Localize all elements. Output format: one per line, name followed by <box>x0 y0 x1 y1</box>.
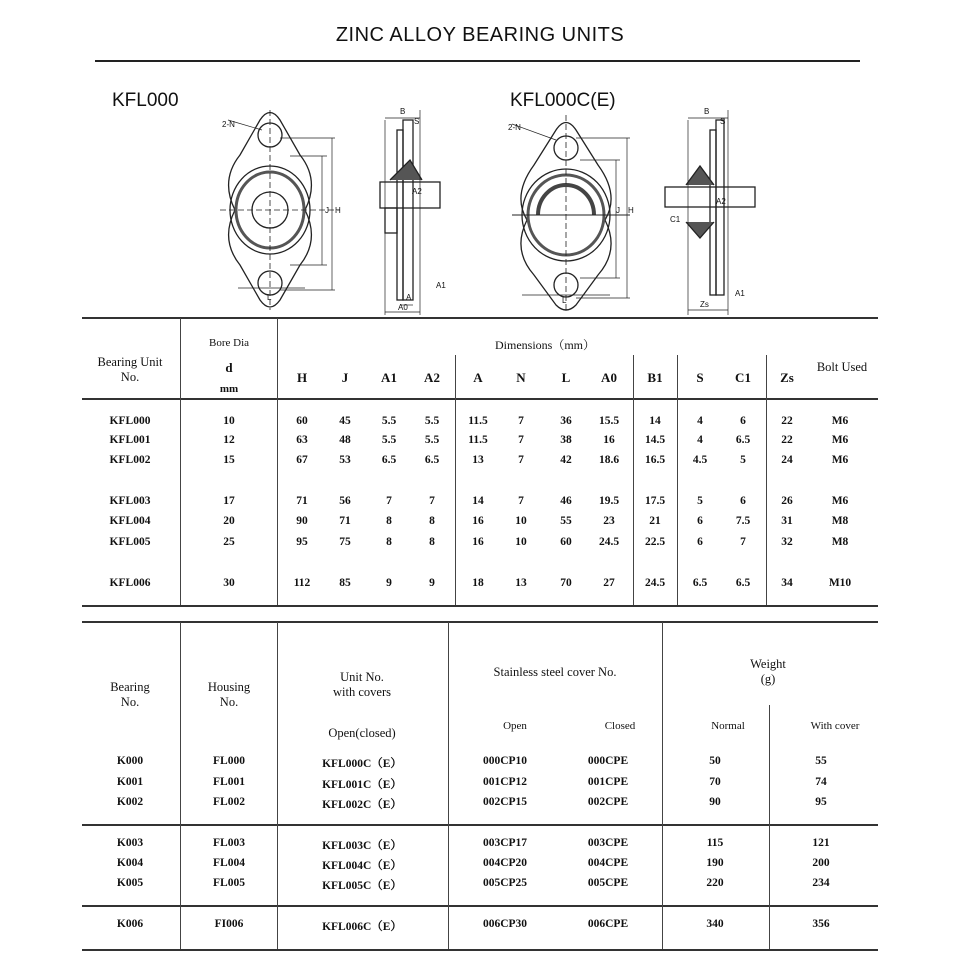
table-cell: KFL006 <box>109 577 151 589</box>
table-cell: M8 <box>831 515 849 527</box>
column-header-h: H <box>296 370 308 385</box>
table-cell: 18 <box>472 577 484 589</box>
table-cell: M6 <box>831 415 849 427</box>
table-border <box>82 605 878 607</box>
table-cell: 75 <box>339 536 351 548</box>
header-bore-mm: mm <box>219 383 239 395</box>
table-cell: 10 <box>515 515 527 527</box>
table-cell: 200 <box>812 857 830 869</box>
table-cell: 13 <box>515 577 527 589</box>
column-header-a2: A2 <box>424 370 440 385</box>
label-c1: C1 <box>670 215 681 224</box>
table-border <box>82 317 878 319</box>
label-l-ce: L <box>562 296 567 305</box>
table-cell: 55 <box>560 515 572 527</box>
table-cell: 13 <box>472 454 484 466</box>
table-cell: 38 <box>560 434 572 446</box>
table-cell: 50 <box>709 755 721 767</box>
table-cell: 16 <box>472 515 484 527</box>
header-divider <box>82 398 878 400</box>
page-title: ZINC ALLOY BEARING UNITS <box>335 24 625 46</box>
table-cell: 71 <box>339 515 351 527</box>
table-cell: KFL005 <box>109 536 151 548</box>
column-header-j: J <box>341 370 349 385</box>
column-header-zs: Zs <box>780 370 794 385</box>
table-cell: 53 <box>339 454 351 466</box>
table-cell: 7 <box>386 495 392 507</box>
table-cell: 8 <box>386 536 392 548</box>
header-bearing-no: Bearing No. <box>110 680 150 709</box>
model-label-kfl000: KFL000 <box>112 90 179 111</box>
table-cell: KFL005C（E） <box>322 880 402 892</box>
table-cell: 24 <box>781 454 793 466</box>
table-cell: 001CPE <box>587 776 629 788</box>
table-cell: KFL004C（E） <box>322 860 402 872</box>
label-a1: A1 <box>436 281 446 290</box>
table-cell: 002CP15 <box>482 796 528 808</box>
table-cell: 17 <box>223 495 235 507</box>
column-divider <box>455 355 456 605</box>
table-cell: M6 <box>831 495 849 507</box>
table-cell: 15.5 <box>598 415 620 427</box>
label-b: B <box>400 107 406 116</box>
table-cell: M6 <box>831 434 849 446</box>
table-cell: 6 <box>697 515 703 527</box>
column-divider <box>633 355 634 605</box>
table-cell: 5.5 <box>424 434 440 446</box>
kfl000-front-view <box>220 110 340 310</box>
label-b-ce: B <box>704 107 710 116</box>
column-header-l: L <box>561 370 571 385</box>
table-cell: 22.5 <box>644 536 666 548</box>
table-cell: 85 <box>339 577 351 589</box>
table-cell: 6.5 <box>735 434 751 446</box>
table-cell: 70 <box>560 577 572 589</box>
table-cell: 95 <box>815 796 827 808</box>
model-label-kfl000ce: KFL000C(E) <box>510 90 616 111</box>
kfl000ce-side-view <box>665 110 755 315</box>
table-cell: 003CPE <box>587 837 629 849</box>
table-cell: 6 <box>740 495 746 507</box>
table-cell: 36 <box>560 415 572 427</box>
label-j-ce: J <box>616 206 620 215</box>
table-cell: 340 <box>706 918 724 930</box>
table-cell: 7 <box>518 495 524 507</box>
table-border <box>82 621 878 623</box>
table-cell: 25 <box>223 536 235 548</box>
table-cell: 7 <box>518 434 524 446</box>
table-cell: 31 <box>781 515 793 527</box>
table-cell: 006CPE <box>587 918 629 930</box>
table-cell: 14.5 <box>644 434 666 446</box>
column-header-n: N <box>516 370 526 385</box>
table-cell: KFL000 <box>109 415 151 427</box>
table-cell: 16.5 <box>644 454 666 466</box>
table-cell: 63 <box>296 434 308 446</box>
header-bearing-unit: Bearing Unit No. <box>97 355 163 384</box>
table-cell: 95 <box>296 536 308 548</box>
table-cell: 22 <box>781 434 793 446</box>
table-cell: 16 <box>603 434 615 446</box>
header-closed: Closed <box>604 720 636 732</box>
table-cell: 8 <box>429 536 435 548</box>
label-2n: 2-N <box>222 120 235 129</box>
header-unit-no: Unit No. with covers <box>333 670 391 699</box>
column-header-b1: B1 <box>647 370 663 385</box>
table-cell: 7 <box>740 536 746 548</box>
table-cell: FL005 <box>213 877 245 889</box>
table-cell: 4.5 <box>692 454 708 466</box>
table-cell: 4 <box>697 415 703 427</box>
table-cell: 220 <box>706 877 724 889</box>
table-cell: 55 <box>815 755 827 767</box>
table-cell: 115 <box>706 837 724 849</box>
table-cell: 9 <box>429 577 435 589</box>
table-cell: 45 <box>339 415 351 427</box>
table-cell: KFL003C（E） <box>322 840 402 852</box>
table-cell: 002CPE <box>587 796 629 808</box>
table-cell: 8 <box>429 515 435 527</box>
header-open: Open <box>503 720 527 732</box>
label-a2-ce: A2 <box>716 197 726 206</box>
label-s-ce: S <box>720 117 726 126</box>
table-cell: 14 <box>472 495 484 507</box>
table-cell: 5 <box>740 454 746 466</box>
table-cell: 11.5 <box>468 415 488 427</box>
table-cell: 27 <box>603 577 615 589</box>
group-divider <box>82 905 878 907</box>
table-cell: 10 <box>515 536 527 548</box>
label-zs: Zs <box>700 300 709 309</box>
kfl000ce-front-view <box>512 115 630 312</box>
header-open-closed: Open(closed) <box>328 726 396 740</box>
column-header-a: A <box>473 370 483 385</box>
table-cell: 48 <box>339 434 351 446</box>
label-l: L <box>267 293 272 302</box>
table-cell: 34 <box>781 577 793 589</box>
kfl000-side-view <box>380 110 440 315</box>
table-cell: 11.5 <box>468 434 488 446</box>
table-cell: 67 <box>296 454 308 466</box>
header-stainless-cover: Stainless steel cover No. <box>493 665 617 679</box>
table-cell: 6 <box>740 415 746 427</box>
table-cell: 26 <box>781 495 793 507</box>
header-normal: Normal <box>711 720 745 732</box>
table-cell: 7 <box>518 415 524 427</box>
table-cell: K003 <box>116 837 144 849</box>
column-divider <box>662 622 663 949</box>
table-cell: 70 <box>709 776 721 788</box>
table-cell: 9 <box>386 577 392 589</box>
column-divider <box>180 622 181 949</box>
table-cell: 19.5 <box>598 495 620 507</box>
table-cell: 8 <box>386 515 392 527</box>
table-cell: M10 <box>828 577 852 589</box>
column-header-a1: A1 <box>381 370 397 385</box>
table-cell: KFL001 <box>109 434 151 446</box>
table-cell: 23 <box>603 515 615 527</box>
table-cell: 4 <box>697 434 703 446</box>
table-cell: KFL006C（E） <box>322 921 402 933</box>
header-with-cover: With cover <box>810 720 860 732</box>
header-bore-d: d <box>225 360 233 375</box>
column-divider <box>766 355 767 605</box>
table-cell: 004CP20 <box>482 857 528 869</box>
table-cell: 006CP30 <box>482 918 528 930</box>
table-cell: K001 <box>116 776 144 788</box>
column-divider <box>448 622 449 949</box>
table-cell: K005 <box>116 877 144 889</box>
table-cell: 21 <box>649 515 661 527</box>
table-cell: 004CPE <box>587 857 629 869</box>
header-bolt-used: Bolt Used <box>816 360 868 374</box>
label-h-ce: H <box>628 206 634 215</box>
table-cell: 14 <box>649 415 661 427</box>
table-cell: FL004 <box>213 857 245 869</box>
table-cell: FI006 <box>214 918 244 930</box>
column-divider <box>769 705 770 949</box>
table-cell: 003CP17 <box>482 837 528 849</box>
label-a1-ce: A1 <box>735 289 745 298</box>
table-cell: 005CP25 <box>482 877 528 889</box>
title-rule <box>95 60 860 62</box>
label-j: J <box>325 206 329 215</box>
table-cell: 5.5 <box>381 415 397 427</box>
table-cell: 000CP10 <box>482 755 528 767</box>
table-cell: 000CPE <box>587 755 629 767</box>
table-cell: 15 <box>223 454 235 466</box>
header-weight: Weight (g) <box>750 657 786 686</box>
table-cell: 6.5 <box>692 577 708 589</box>
table-cell: 74 <box>815 776 827 788</box>
table-cell: 12 <box>223 434 235 446</box>
header-bore-dia: Bore Dia <box>208 337 250 349</box>
label-a: A <box>406 293 412 302</box>
column-header-c1: C1 <box>735 370 751 385</box>
table-cell: 90 <box>296 515 308 527</box>
label-a2: A2 <box>412 187 422 196</box>
table-cell: 60 <box>296 415 308 427</box>
column-header-a0: A0 <box>601 370 617 385</box>
column-divider <box>677 355 678 605</box>
table-cell: KFL001C（E） <box>322 779 402 791</box>
table-cell: KFL002C（E） <box>322 799 402 811</box>
header-housing-no: Housing No. <box>207 680 251 709</box>
table-cell: 18.6 <box>598 454 620 466</box>
table-cell: 6.5 <box>424 454 440 466</box>
table-cell: 6.5 <box>381 454 397 466</box>
table-border <box>82 949 878 951</box>
table-cell: M6 <box>831 454 849 466</box>
table-cell: 5 <box>697 495 703 507</box>
table-cell: 7.5 <box>735 515 751 527</box>
column-divider <box>277 622 278 949</box>
table-cell: KFL003 <box>109 495 151 507</box>
table-cell: 5.5 <box>381 434 397 446</box>
table-cell: 24.5 <box>598 536 620 548</box>
technical-drawings <box>0 100 960 315</box>
column-divider <box>180 318 181 605</box>
table-cell: KFL000C（E） <box>322 758 402 770</box>
label-s: S <box>414 117 420 126</box>
table-cell: 60 <box>560 536 572 548</box>
table-cell: 16 <box>472 536 484 548</box>
table-cell: K000 <box>116 755 144 767</box>
column-header-s: S <box>696 370 704 385</box>
table-cell: 17.5 <box>644 495 666 507</box>
table-cell: 6.5 <box>735 577 751 589</box>
table-cell: 005CPE <box>587 877 629 889</box>
table-cell: FL001 <box>213 776 245 788</box>
table-cell: K004 <box>116 857 144 869</box>
label-a0: A0 <box>398 303 408 312</box>
table-cell: FL003 <box>213 837 245 849</box>
table-cell: 112 <box>293 577 311 589</box>
table-cell: 32 <box>781 536 793 548</box>
table-cell: 46 <box>560 495 572 507</box>
table-cell: KFL004 <box>109 515 151 527</box>
table-cell: 6 <box>697 536 703 548</box>
table-cell: FL000 <box>213 755 245 767</box>
table-cell: 56 <box>339 495 351 507</box>
table-cell: K002 <box>116 796 144 808</box>
table-cell: FL002 <box>213 796 245 808</box>
label-h: H <box>335 206 341 215</box>
table-cell: 356 <box>812 918 830 930</box>
table-cell: 001CP12 <box>482 776 528 788</box>
column-divider <box>277 318 278 605</box>
table-cell: 190 <box>706 857 724 869</box>
group-divider <box>82 824 878 826</box>
table-cell: 30 <box>223 577 235 589</box>
table-cell: 7 <box>518 454 524 466</box>
table-cell: 10 <box>223 415 235 427</box>
table-cell: 24.5 <box>644 577 666 589</box>
label-2n-ce: 2-N <box>508 123 521 132</box>
table-cell: KFL002 <box>109 454 151 466</box>
table-cell: K006 <box>116 918 144 930</box>
table-cell: 20 <box>223 515 235 527</box>
table-cell: 22 <box>781 415 793 427</box>
table-cell: 7 <box>429 495 435 507</box>
table-cell: 5.5 <box>424 415 440 427</box>
table-cell: 71 <box>296 495 308 507</box>
table-cell: 90 <box>709 796 721 808</box>
table-cell: 42 <box>560 454 572 466</box>
header-dimensions: Dimensions（mm） <box>494 338 596 352</box>
table-cell: M8 <box>831 536 849 548</box>
table-cell: 121 <box>812 837 830 849</box>
table-cell: 234 <box>812 877 830 889</box>
